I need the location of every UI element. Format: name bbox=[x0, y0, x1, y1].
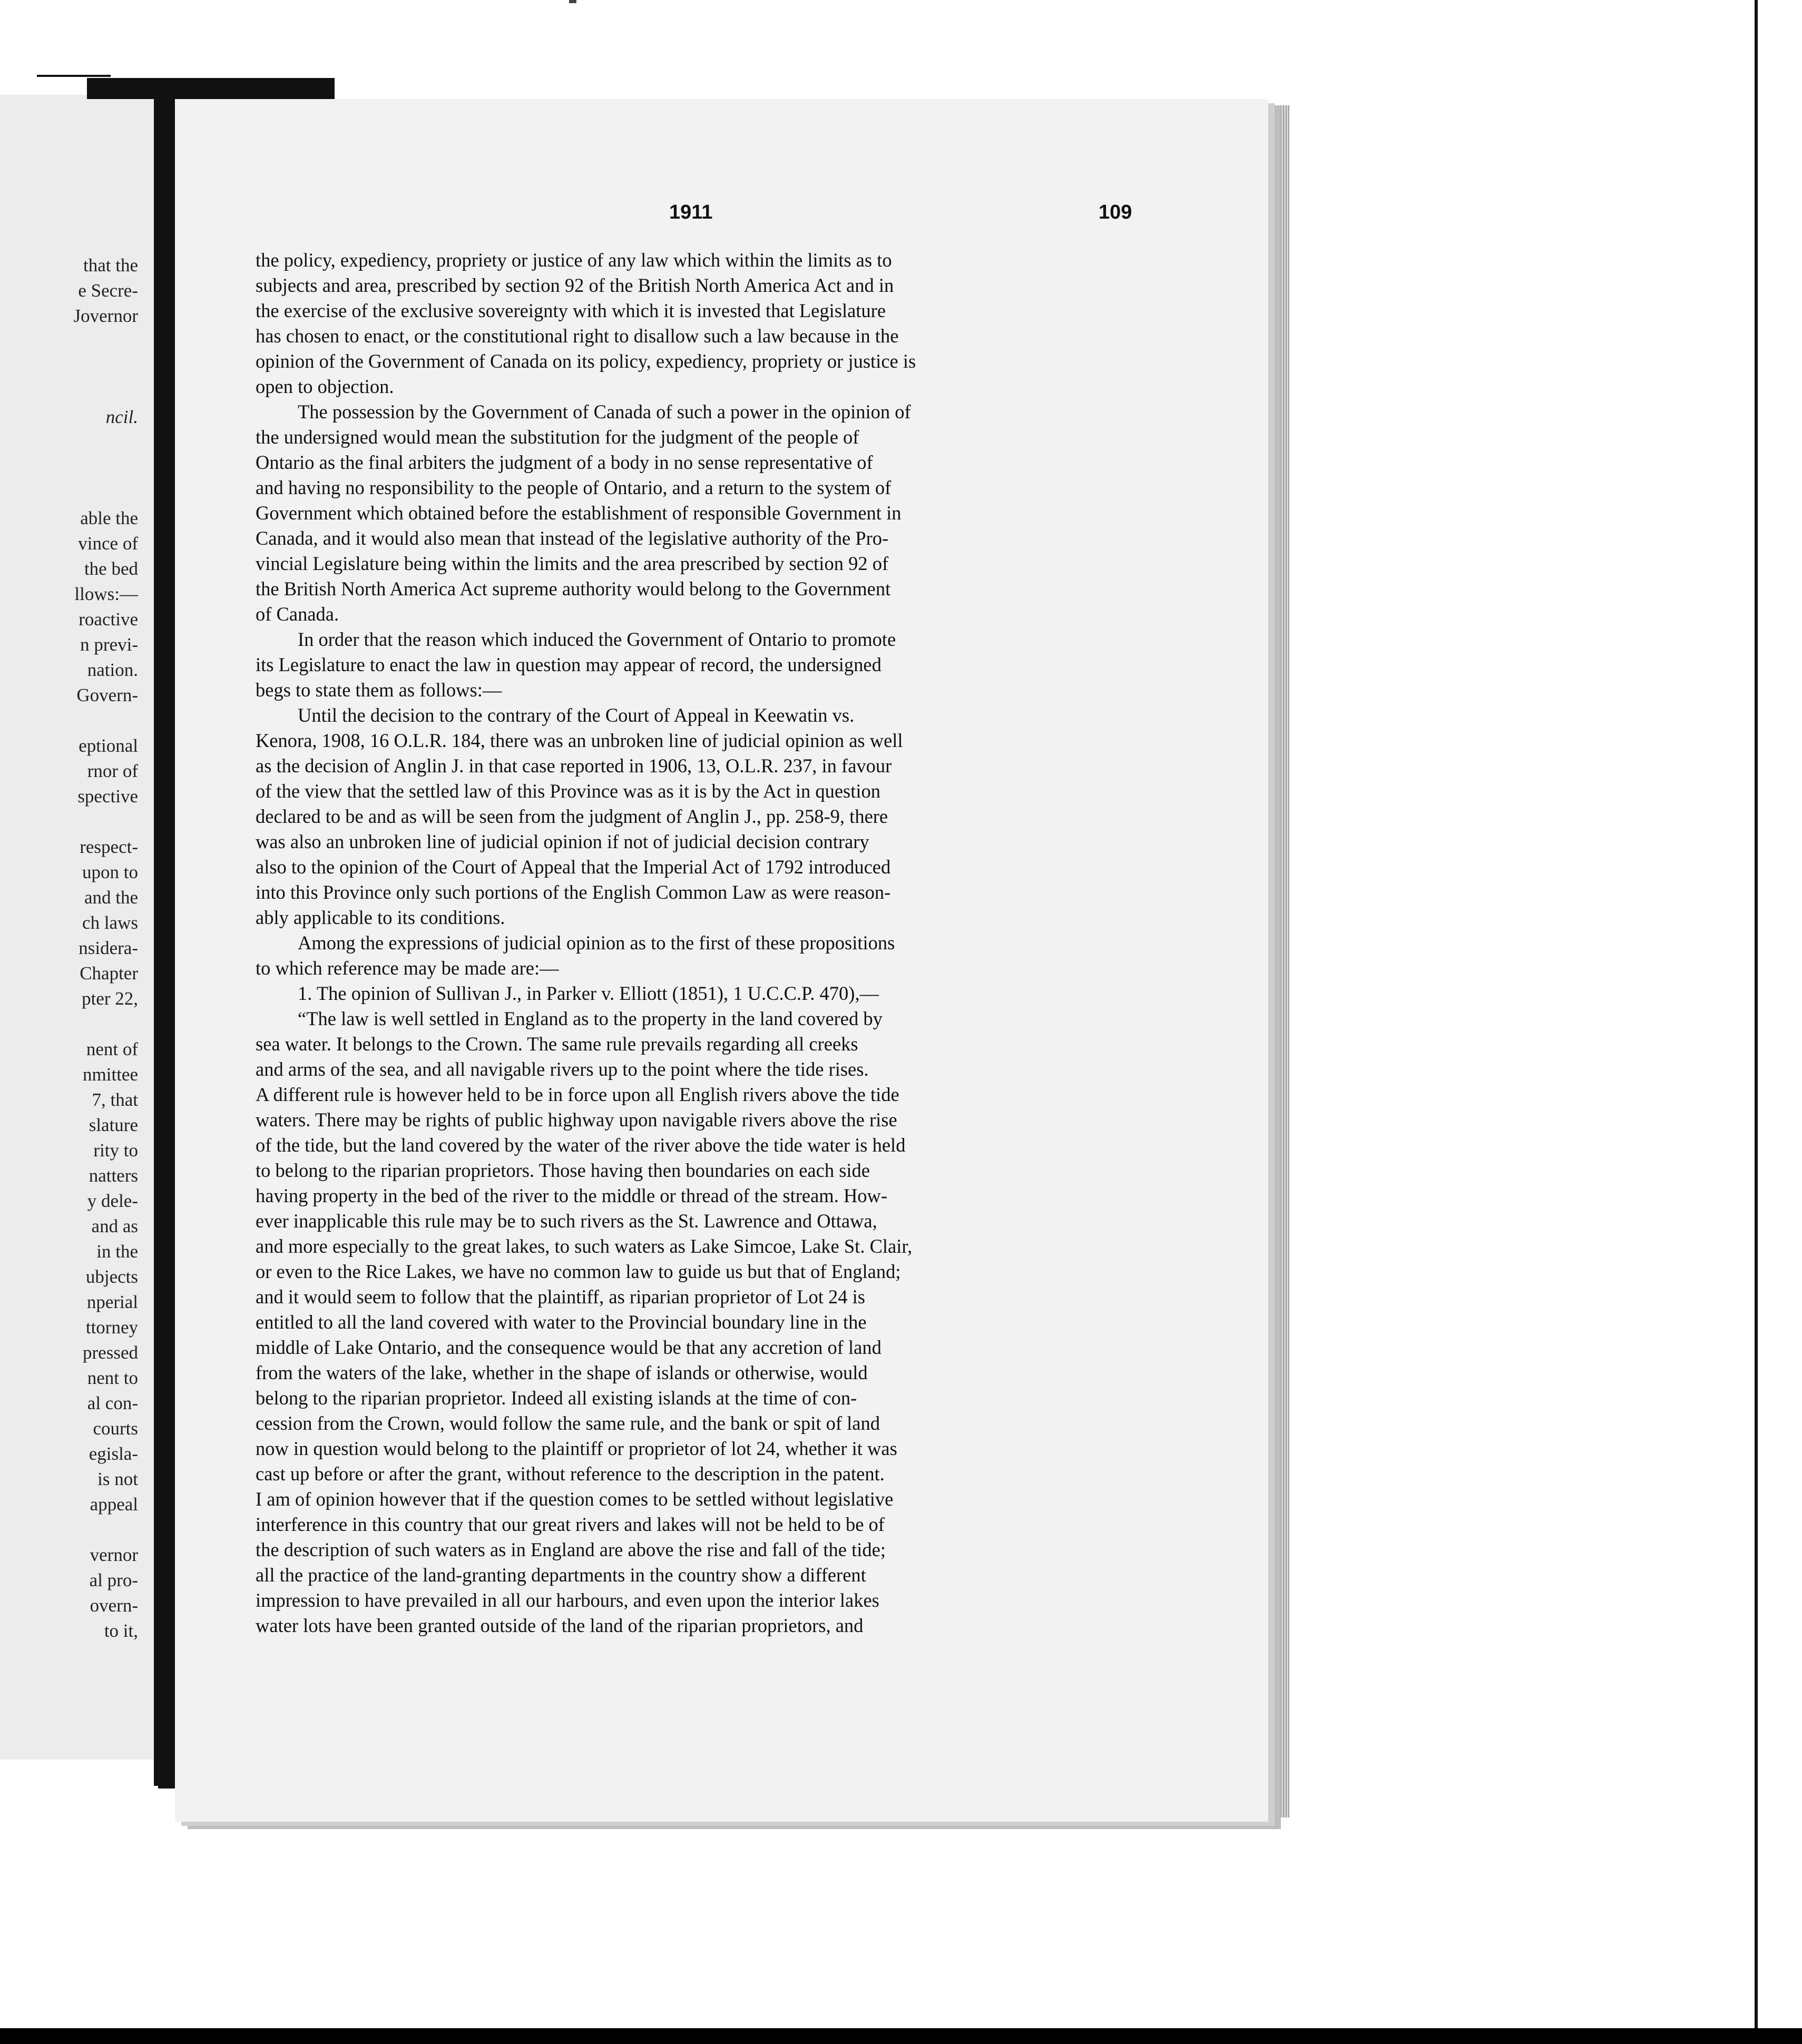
body-line: Kenora, 1908, 16 O.L.R. 184, there was an unbroken line of judicial opinion as well bbox=[256, 730, 903, 751]
body-line: impression to have prevailed in all our harbours, and even upon the interior lakes bbox=[256, 1589, 879, 1611]
left-page-line: able the bbox=[80, 508, 138, 528]
left-page-line bbox=[0, 1517, 138, 1542]
body-line: The possession by the Government of Canada of such a power in the opinion of bbox=[298, 401, 911, 422]
body-line: the policy, expediency, propriety or justice of any law which within the limits as to bbox=[256, 249, 892, 271]
left-page-line: vince of bbox=[78, 533, 138, 554]
left-page-line bbox=[0, 809, 138, 834]
body-line: Among the expressions of judicial opinion as to the first of these propositions bbox=[298, 932, 895, 954]
left-page-line: courts bbox=[93, 1418, 138, 1439]
top-rule bbox=[37, 75, 111, 77]
body-line: waters. There may be rights of public highway upon navigable rivers above the rise bbox=[256, 1109, 897, 1131]
left-page-line: appeal bbox=[90, 1494, 138, 1515]
body-line: begs to state them as follows:— bbox=[256, 679, 502, 701]
left-page-line: egisla- bbox=[89, 1443, 138, 1464]
body-line: and having no responsibility to the people of Ontario, and a return to the system of bbox=[256, 477, 892, 498]
body-line: Government which obtained before the establishment of responsible Government in bbox=[256, 502, 902, 524]
left-page-line: e Secre- bbox=[78, 280, 138, 301]
left-page-line: llows:— bbox=[74, 584, 138, 604]
left-page-line: slature bbox=[89, 1115, 138, 1135]
left-page-fragment bbox=[0, 95, 158, 1760]
body-line: having property in the bed of the river to the middle or thread of the stream. How- bbox=[256, 1185, 888, 1206]
body-line: Until the decision to the contrary of the Court of Appeal in Keewatin vs. bbox=[298, 704, 855, 726]
body-line: ever inapplicable this rule may be to such rivers as the St. Lawrence and Ottawa, bbox=[256, 1210, 877, 1232]
body-line: the exercise of the exclusive sovereignty with which it is invested that Legislature bbox=[256, 300, 886, 321]
page-number: 109 bbox=[1099, 201, 1132, 223]
body-line: entitled to all the land covered with water to the Provincial boundary line in the bbox=[256, 1311, 867, 1333]
left-page-line: pressed bbox=[83, 1342, 138, 1363]
body-line: “The law is well settled in England as to the property in the land covered by bbox=[298, 1008, 883, 1029]
scan-bottom-border bbox=[0, 2028, 1802, 2044]
body-line: to belong to the riparian proprietors. Those having then boundaries on each side bbox=[256, 1159, 870, 1181]
left-page-line: nperial bbox=[86, 1292, 138, 1312]
left-page-line: rity to bbox=[93, 1140, 138, 1161]
left-page-line: that the bbox=[83, 255, 138, 276]
left-page-line: nent of bbox=[86, 1039, 138, 1059]
body-line: Canada, and it would also mean that instead of the legislative authority of the Pro- bbox=[256, 527, 889, 549]
body-line: middle of Lake Ontario, and the consequence would be that any accretion of land bbox=[256, 1337, 882, 1358]
left-page-line: Govern- bbox=[76, 685, 138, 705]
left-page-line: vernor bbox=[90, 1545, 138, 1565]
scan-artifact bbox=[569, 0, 576, 3]
left-page-line: pter 22, bbox=[82, 988, 138, 1009]
left-page-line: to it, bbox=[104, 1620, 138, 1641]
body-line: opinion of the Government of Canada on its policy, expediency, propriety or justice is bbox=[256, 350, 916, 372]
body-line: of the view that the settled law of this Province was as it is by the Act in question bbox=[256, 780, 881, 802]
body-line: A different rule is however held to be in force upon all English rivers above the tide bbox=[256, 1084, 899, 1105]
left-page-line bbox=[0, 1011, 138, 1037]
body-line: or even to the Rice Lakes, we have no common law to guide us but that of England; bbox=[256, 1261, 901, 1282]
left-page-line: nent to bbox=[87, 1368, 138, 1388]
body-line: In order that the reason which induced the Government of Ontario to promote bbox=[298, 628, 896, 650]
body-line: and more especially to the great lakes, to such waters as Lake Simcoe, Lake St. Clair, bbox=[256, 1235, 913, 1257]
left-page-line: n previ- bbox=[80, 634, 138, 655]
body-line: belong to the riparian proprietor. Indeed all existing islands at the time of con- bbox=[256, 1387, 857, 1409]
body-line: I am of opinion however that if the question comes to be settled without legislative bbox=[256, 1488, 894, 1510]
binding-top-bar bbox=[87, 78, 335, 99]
body-line: also to the opinion of the Court of Appeal that the Imperial Act of 1792 introduced bbox=[256, 856, 891, 878]
body-line: sea water. It belongs to the Crown. The same rule prevails regarding all creeks bbox=[256, 1033, 858, 1055]
body-line: and arms of the sea, and all navigable rivers up to the point where the tide rises. bbox=[256, 1058, 869, 1080]
body-line: cast up before or after the grant, without reference to the description in the patent. bbox=[256, 1463, 885, 1485]
left-page-text bbox=[0, 253, 138, 1644]
body-line: cession from the Crown, would follow the same rule, and the bank or spit of land bbox=[256, 1412, 880, 1434]
body-line: from the waters of the lake, whether in the shape of islands or otherwise, would bbox=[256, 1362, 868, 1383]
left-page-line bbox=[0, 379, 138, 405]
body-line: of the tide, but the land covered by the water of the river above the tide water is held bbox=[256, 1134, 906, 1156]
left-page-line: roactive bbox=[79, 609, 138, 630]
left-page-line: spective bbox=[77, 786, 138, 807]
left-page-line: and as bbox=[91, 1216, 138, 1236]
left-page-line: overn- bbox=[90, 1595, 138, 1616]
body-line: open to objection. bbox=[256, 376, 394, 397]
left-page-line: al con- bbox=[87, 1393, 138, 1413]
body-line: vincial Legislature being within the limits and the area prescribed by section 92 of bbox=[256, 553, 889, 574]
body-line: of Canada. bbox=[256, 603, 339, 625]
body-line: subjects and area, prescribed by section 92 of the British North America Act and in bbox=[256, 274, 894, 296]
body-line: as the decision of Anglin J. in that case reported in 1906, 13, O.L.R. 237, in favour bbox=[256, 755, 892, 777]
left-page-line: Jovernor bbox=[73, 306, 138, 326]
left-page-line: nmittee bbox=[83, 1064, 138, 1085]
body-line: the British North America Act supreme authority would belong to the Government bbox=[256, 578, 891, 600]
body-line: Ontario as the final arbiters the judgment of a body in no sense representative of bbox=[256, 451, 873, 473]
left-page-line: Chapter bbox=[80, 963, 138, 984]
scan-edge-line bbox=[1755, 0, 1758, 2044]
left-page-line bbox=[0, 708, 138, 733]
body-line: the description of such waters as in England are above the rise and fall of the tide; bbox=[256, 1539, 886, 1560]
left-page-line: the bed bbox=[84, 558, 138, 579]
body-line: into this Province only such portions of the English Common Law as were reason- bbox=[256, 881, 891, 903]
running-header-year: 1911 bbox=[669, 201, 713, 223]
body-line: the undersigned would mean the substitution for the judgment of the people of bbox=[256, 426, 859, 448]
left-page-line: nsidera- bbox=[79, 938, 138, 958]
left-page-line: upon to bbox=[82, 862, 138, 882]
body-line: all the practice of the land-granting departments in the country show a different bbox=[256, 1564, 866, 1586]
left-page-line: 7, that bbox=[92, 1089, 138, 1110]
left-page-line: ubjects bbox=[85, 1266, 138, 1287]
left-page-line bbox=[0, 480, 138, 506]
left-page-line: nation. bbox=[87, 660, 138, 680]
book-gutter bbox=[154, 84, 175, 1786]
left-page-line: rnor of bbox=[87, 761, 138, 781]
body-line: to which reference may be made are:— bbox=[256, 957, 559, 979]
left-page-line bbox=[0, 455, 138, 480]
left-page-line bbox=[0, 329, 138, 354]
left-page-line: natters bbox=[89, 1165, 138, 1186]
left-page-line: in the bbox=[96, 1241, 138, 1262]
page-body-text bbox=[256, 248, 1133, 1638]
left-page-line: is not bbox=[97, 1469, 138, 1489]
left-page-line: al pro- bbox=[89, 1570, 138, 1590]
body-line: now in question would belong to the plaintiff or proprietor of lot 24, whether it was bbox=[256, 1438, 897, 1459]
left-page-line: respect- bbox=[80, 837, 138, 857]
body-line: water lots have been granted outside of the land of the riparian proprietors, and bbox=[256, 1615, 864, 1636]
body-line: interference in this country that our great rivers and lakes will not be held to be of bbox=[256, 1514, 885, 1535]
left-page-line: eptional bbox=[79, 735, 138, 756]
body-line: declared to be and as will be seen from the judgment of Anglin J., pp. 258-9, there bbox=[256, 805, 888, 827]
left-page-line bbox=[0, 430, 138, 455]
body-line: has chosen to enact, or the constitutional right to disallow such a law because in the bbox=[256, 325, 899, 347]
body-line: 1. The opinion of Sullivan J., in Parker v. Elliott (1851), 1 U.C.C.P. 470),— bbox=[298, 982, 879, 1004]
page-edges bbox=[1268, 105, 1289, 1817]
left-page-line bbox=[0, 354, 138, 379]
body-line: its Legislature to enact the law in question may appear of record, the undersigned bbox=[256, 654, 882, 675]
left-page-line: ttorney bbox=[85, 1317, 138, 1338]
body-line: was also an unbroken line of judicial opinion if not of judicial decision contrary bbox=[256, 831, 869, 852]
body-line: ably applicable to its conditions. bbox=[256, 907, 505, 928]
left-page-line: ch laws bbox=[82, 912, 138, 933]
left-page-line: y dele- bbox=[87, 1191, 138, 1211]
body-line: and it would seem to follow that the plaintiff, as riparian proprietor of Lot 24 is bbox=[256, 1286, 865, 1308]
left-page-line: and the bbox=[84, 887, 138, 908]
left-page-line: ncil. bbox=[105, 407, 138, 427]
